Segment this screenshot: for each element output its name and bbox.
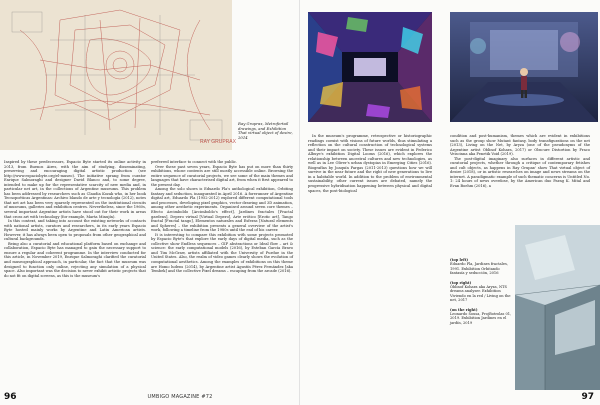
right-page [300, 0, 600, 405]
sketch-drawing-art [0, 0, 236, 150]
paragraph: Over these past seven years, Espacio Byte has put on more than thirty exhibitions, whose contents are still mostly accessible online. Browsing the entire sequence of curatorial projects, we see some of the main themes and languages that have characterised digital art, from when it first appeared to the present day. [151, 164, 293, 187]
tunnel-artwork-art [308, 12, 432, 122]
caption-label: (on the right) [450, 307, 478, 312]
caption-text: Eduardo Pla, Jardines fractales, 1991. Exhibition Orbitando fantasía y seducción, 2016 [450, 262, 508, 276]
photo-captions [450, 258, 512, 330]
image-caption: Ray Gruprax, Metrofertail drawings, and Exhibition That virtual object of desire, 2014 [238, 121, 293, 140]
caption-text: Oblinof Kohara aka Aryza, NTS dreams analyser. Exhibition Viviendo en la red / Living on the net, 2017 [450, 285, 511, 303]
text-column-2 [151, 160, 293, 392]
abstract-room-art [515, 225, 600, 390]
text-column-1 [4, 160, 146, 392]
page-number-left: 96 [4, 392, 17, 402]
paragraph: The post-digital imaginary also surfaces in different artistic and curatorial projects, whether through a critique of contemporary fetishes and cult objects, as happens in Ray Grupax' show That virtual object of desire (2018), or in artistic researches on image and news streams on the internet. A paradigmatic example of such thematic concerns is Untitled No. 1: 24 hours of news overdose, by the American duo Parag K. Mital and Evan Boehm (2016), a [450, 156, 590, 189]
text-column-3 [308, 134, 432, 392]
page-number-right: 97 [581, 392, 594, 402]
digital-hall-art [450, 12, 598, 122]
caption-top-right [450, 281, 512, 303]
paragraph: It is interesting to compare this exhibition with some projects promoted by Espacio Byte's that explore the early days of digital media, such as the collective show Endless sequences – GIF abstractions or Ideal flow – art & science: the early computational models (2016), by Esteban García Bravo and Tim McGraw, artists affiliated with the University of Purdue in the United States. Also, the realm of video games clearly shows the evolution of computational aesthetics. Among the examples of exhibitions on this theme are Homo ludens (2014), by Argentine artist Agustín Pérez Fernández [aka Tembek] and the collective Pixel dreams – escaping from the arcade (2016). [151, 232, 293, 274]
paragraph: Inspired by these predecessors, Espacio Byte started its online activity in 2013, from Buenos Aires, with the aim of studying, disseminating, preserving and encouraging digital artistic production (see http://www.espaciobyte.org/el-museo). The initiative sprang from curator Enrique Salmoraghi and designer David Blanco and, to some degree, intended to make up for the representative scarcity of new media and, in particular net art, in the collections of Argentine museums. This problem has been addressed by researchers such as Claudia Kozak who, in her book Tecnopoéticas Argentinas: Archivo blando de arte y tecnología (2012), notes that net art has been very sparsely represented on the institutional circuits of museums, galleries and exhibition centres. Nevertheless, since the 1960s, several important Argentine artists have stood out for their work in areas that cross art with technology (for example, Marta Minujín). [4, 160, 146, 219]
caption-top-left [450, 258, 512, 276]
svg-text:RAY GRUPRAX: RAY GRUPRAX [200, 139, 236, 145]
paragraph: Among the solo shows is Eduardo Pla's anthological exhibition, Orbiting fantasy and seduction, inaugurated in April 2016. A forerunner of Argentine digital art, Eduardo Pla (1952-2012) explored different computational tools and processes, developing pixel graphics, vector drawing and 3D animation, among other aesthetic experiments. Organised around seven core themes – Efecto Arcimboldo [Arcimboldo's effect], Jardines fractales [Fractal gardens], Depero virtual [Virtual Depero], Arte erótico [Erotic art], Tango fractal [Fractal tango], Elementos naturales and Esferas [Natural elements and Spheres] – the exhibition presents a general overview of the artist's work, following a timeline from the 1980s until the end of his career. [151, 187, 293, 233]
magazine-running-foot: UMBIGO MAGAZINE #72 [147, 394, 213, 400]
caption-label: (top right) [450, 280, 472, 285]
paragraph: Being also a curatorial and educational platform based on exchange and collaboration, Espacio Byte has managed to gain the necessary support to ensure a regular and coherent programme. In the interview conducted for this article, in November 2019, Enrique Salmoraghi clarified the curatorial and museographical approach, in particular, the fact that the museum was designed to function only online, rejecting any simulation of a physical space. Also important was the decision to never exhibit artistic projects that do not fit on digital screens, as this is the museum's [4, 241, 146, 278]
text-column-4 [450, 134, 590, 222]
paragraph: In the museum's programme, retrospective or historiographic readings coexist with visions of future worlds, thus stimulating a reflection on the cultural construction of technological systems and their impact on society. These issues are evident in Federico Albuye's exhibition Digital Looms (2016), which explores the relationship between ancestral cultures and new technologies, as well as in Lee Oliver's urban dystopias in Emerging Cities (2016). Biografías by Joaquín Fargas (2011-2013) questions how we will survive in the near future and the right of new generations to live in a habitable world. In addition to the problem of environmental sustainability, other current issues are debated, namely the progressive hybridisation happening between physical and digital spaces, the post-biological [308, 134, 432, 193]
caption-text: Leonardo Sousa, ProjBotrolas 01, 2019. Exhibition Jardines en el jardín, 2019 [450, 312, 512, 325]
paragraph: In this context, and taking into account the existing networks of contacts with national artists, curators and researchers, in its early years Espacio Byte hosted mainly works by Argentine and Latin American artists. However, it has always been open to proposals from other geographical and cultural backgrounds. [4, 219, 146, 242]
paragraph: preferred interface to connect with the public. [151, 160, 238, 164]
paragraph: condition and post-humanism, themes which are evident in exhibitions such as the group show Mutant fantasy, body transfigurations on the net (2013), Living on the Net, by Aryza (one of the pseudonyms of the Argentine artist Oblinof Kohara, 2017) or Obscure Distortion by Fraco Veiscinna aka Fenetik Void (2019). [450, 134, 590, 157]
caption-label: (top left) [450, 258, 469, 262]
sketch-drawing-image [0, 0, 236, 150]
abstract-room-photo [515, 225, 600, 390]
tunnel-artwork-photo [308, 12, 432, 122]
caption-on-right [450, 308, 512, 326]
digital-hall-photo [450, 12, 598, 122]
